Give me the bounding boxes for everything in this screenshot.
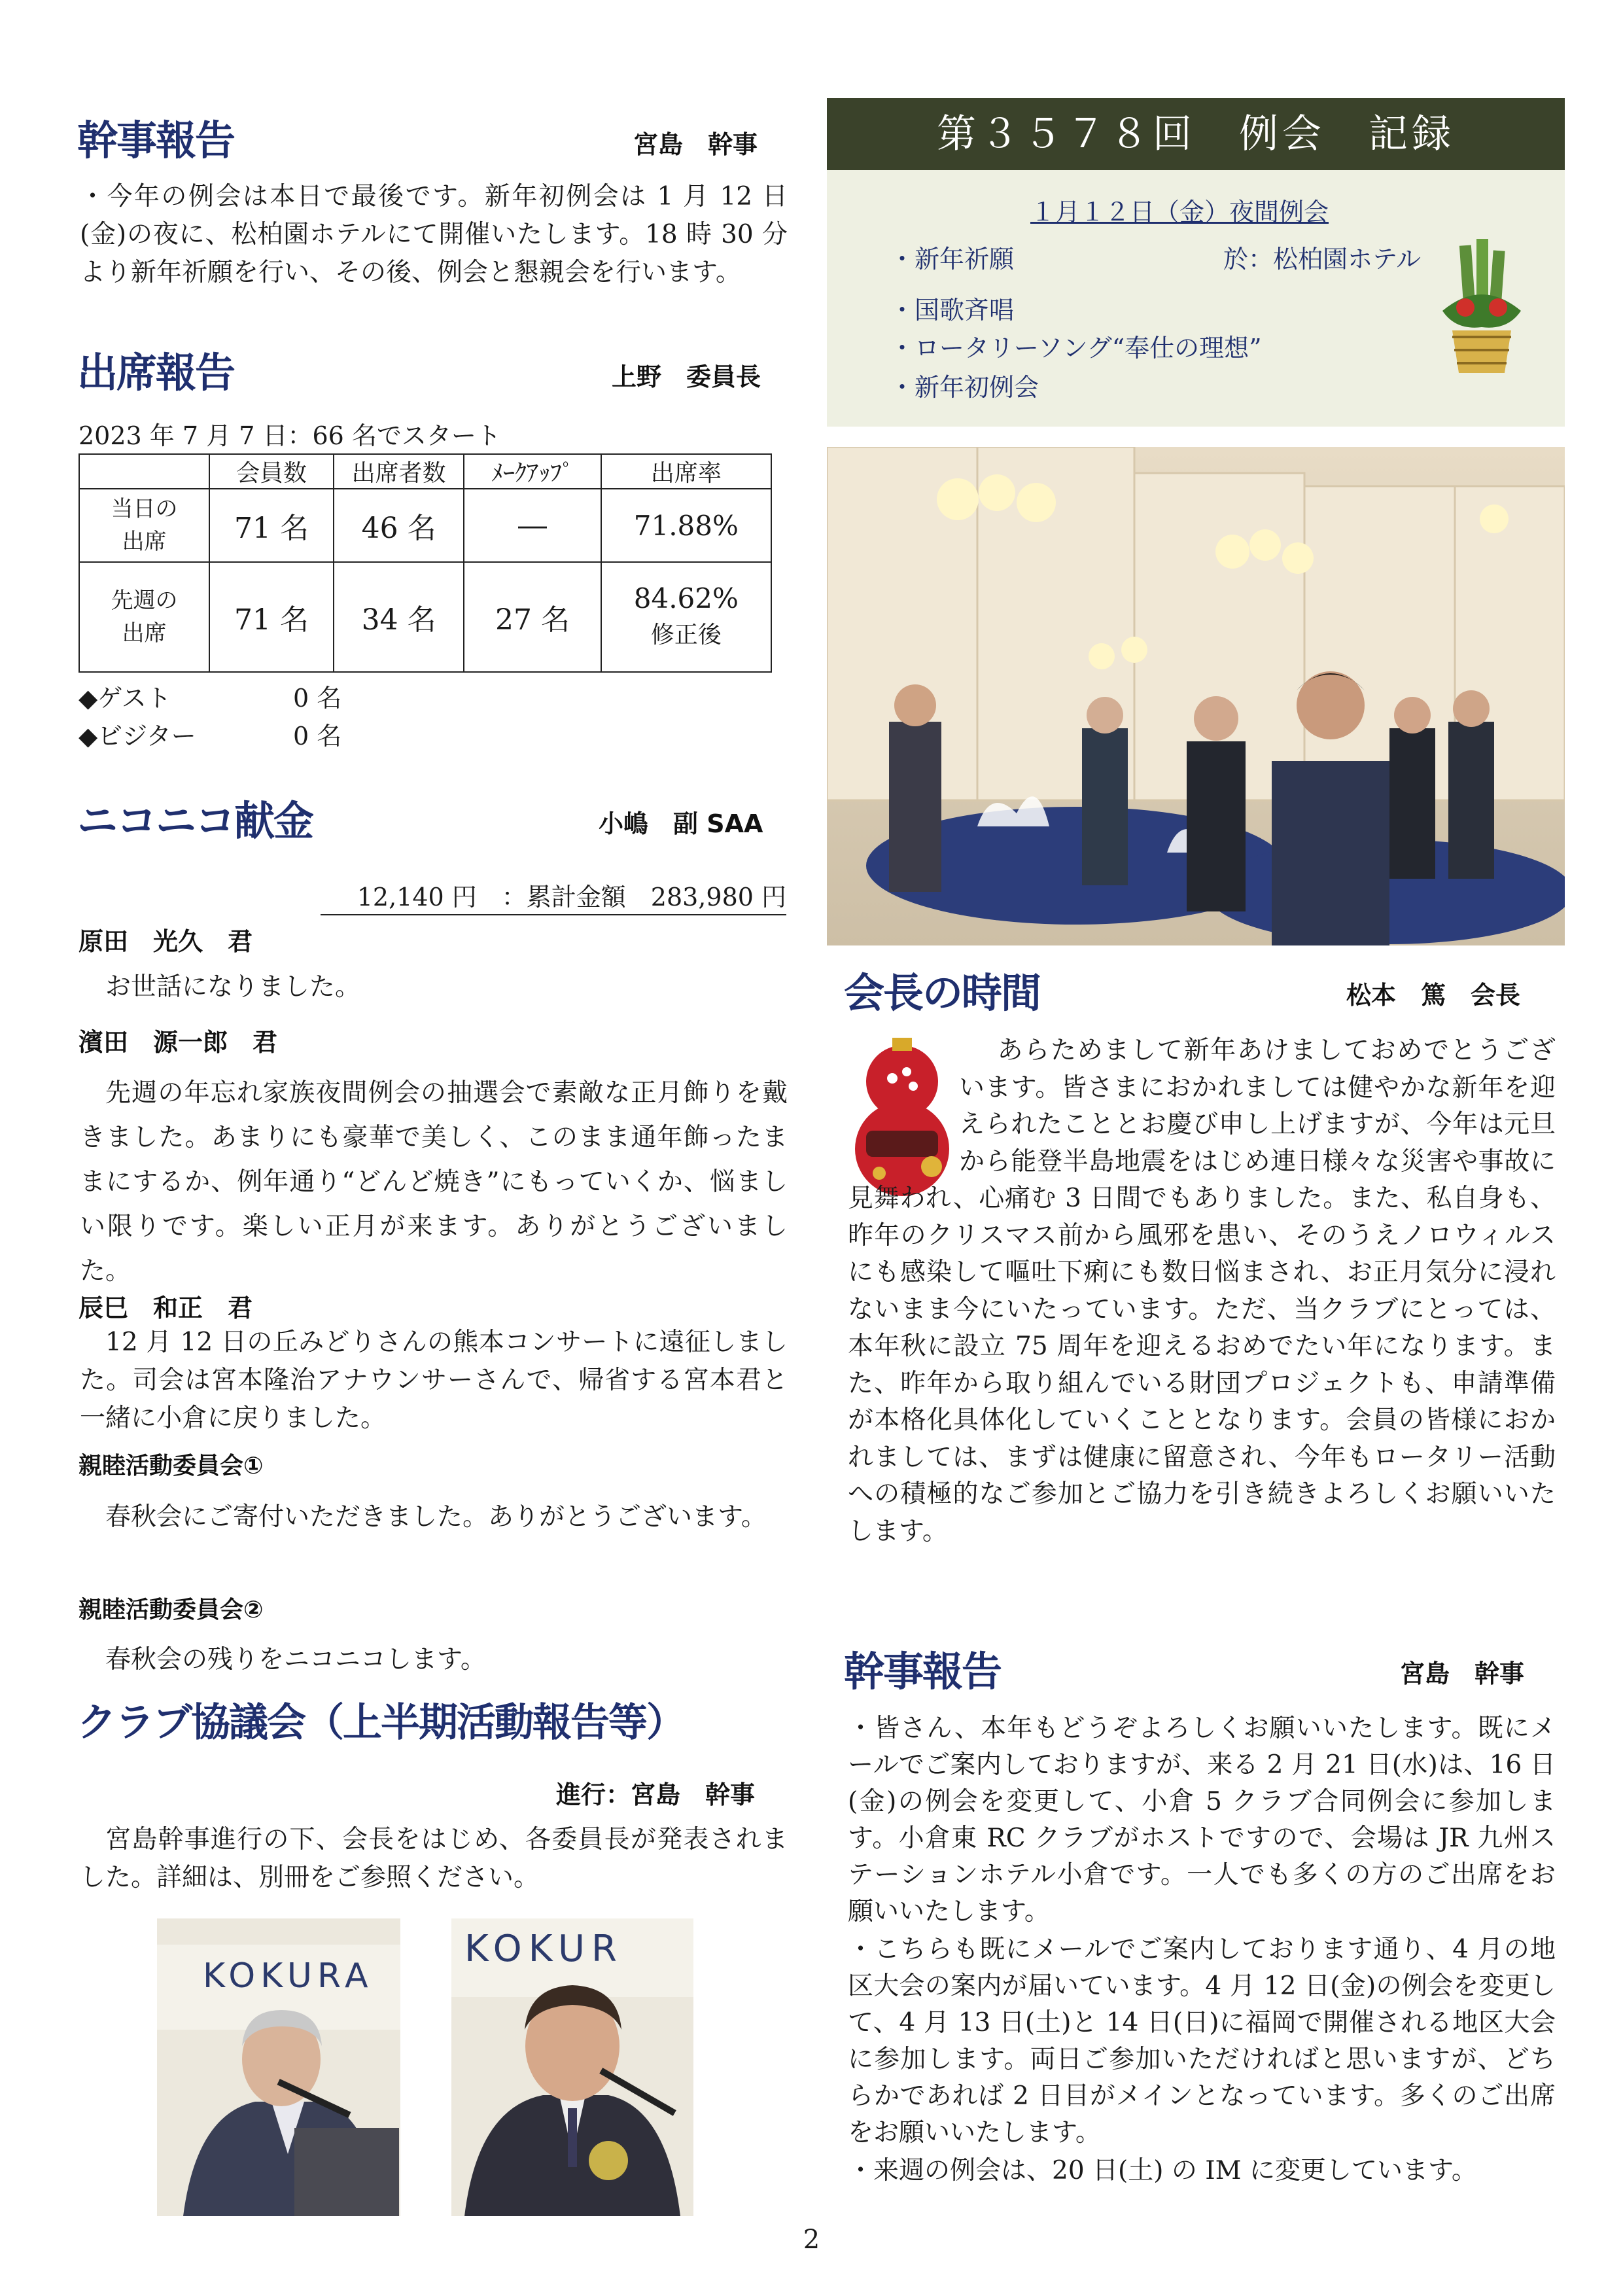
entry-text: お世話になりました。 (105, 972, 361, 1002)
niconico-total-line: 12,140 円 ：累計金額 283,980 円 (321, 877, 786, 915)
cell-members-lastweek: 71 名 (209, 562, 334, 672)
meeting-hall-photo (827, 447, 1565, 945)
page-number: 2 (803, 2225, 820, 2255)
section-title-kanji-report: 幹事報告 (77, 116, 235, 164)
section-title-niconico: ニコニコ献金 (77, 797, 313, 845)
section-title-attendance: 出席報告 (77, 349, 235, 397)
president-message (848, 1033, 1556, 1550)
guest-label: ◆ゲスト (79, 684, 171, 713)
section-title-kanji-report-2: 幹事報告 (844, 1648, 1002, 1695)
table-corner (79, 454, 209, 489)
cell-rate-lastweek (601, 562, 771, 672)
rate-value: 84.62% (633, 582, 739, 614)
schedule-item: ・国歌斉唱 (890, 296, 1015, 325)
byline-president: 松本 篤 会長 (1346, 981, 1521, 1010)
banner-lettering: KOKUR (464, 1928, 623, 1970)
schedule-date: １月１２日（金）夜間例会 (1030, 198, 1329, 226)
schedule-item: ・新年初例会 (890, 373, 1039, 402)
schedule-item: ・ロータリーソング“奉仕の理想” (890, 334, 1262, 362)
byline-niconico: 小嶋 副 SAA (599, 809, 763, 838)
row-label-lastweek: 先週の 出席 (79, 562, 209, 672)
meeting-banner: 第３５７８回 例会 記録 (827, 98, 1565, 170)
section-title-club-council: クラブ協議会（上半期活動報告等） (77, 1700, 684, 1746)
byline-kanji: 宮島 幹事 (633, 130, 758, 159)
kadomatsu-icon (1436, 239, 1527, 380)
gourd-float-spacer (848, 1033, 959, 1180)
cell-attended-lastweek: 34 名 (334, 562, 464, 672)
visitor-value: 0 名 (293, 722, 342, 751)
visitor-label: ◆ビジター (79, 722, 196, 751)
cell-rate-today: 71.88% (601, 489, 771, 562)
attendance-start-line: 2023 年 7 月 7 日：66 名でスタート (79, 421, 501, 450)
entry-text: 12 月 12 日の丘みどりさんの熊本コンサートに遠征しました。司会は宮本隆治アナウンサーさんで、帰省する宮本君と一緒に小倉に戻りました。 (80, 1328, 788, 1433)
byline-kanji-2: 宮島 幹事 (1400, 1659, 1525, 1688)
speaker-1-illustration (157, 1918, 400, 2216)
photo-speaker-1 (157, 1918, 400, 2216)
kanji-report-2-p2: ・こちらも既にメールでご案内しております通り、4 月の地区大会の案内が届いています。4 月 12 日(金)の例会を変更して、4 月 13 日(土)と 14 日(日)に福岡で開催される地区大会に参加します。両日ご参加いただければと思いますが、どちらかであれば 2 日目がメインとなっています。多くのご出席をお願いいたします。 (848, 1935, 1556, 2147)
president-message-text: あらためまして新年あけましておめでとうございます。皆さまにおかれましては健やかな新年を迎えられたこととお慶び申し上げますが、今年は元旦から能登半島地震をはじめ連日様々な災害や事故に見舞われ、心痛む 3 日間でもありました。また、私自身も、昨年のクリスマス前から風邪を患い、そのうえノロウィルスにも感染して嘔吐下痢にも数日悩まされ、お正月気分に浸れないまま今にいたっています。ただ、当クラブにとっては、本年秋に設立 75 周年を迎えるおめでたい年になります。また、昨年から取り組んでいる財団プロジェクトも、申請準備が本格化具体化していくこととなります。会員の皆様におかれましては、まずは健康に留意され、今年もロータリー活動への積極的なご参加とご協力を引き続きよろしくお願いいたします。 (848, 1036, 1556, 1546)
entry-name: 原田 光久 君 (79, 927, 253, 956)
speaker-2-illustration (451, 1918, 693, 2216)
cell-members-today: 71 名 (209, 489, 334, 562)
table-row (79, 489, 771, 562)
cell-makeup-lastweek: 27 名 (464, 562, 601, 672)
photo-speaker-2 (451, 1918, 693, 2216)
col-header-makeup: ﾒｰｸｱｯﾌﾟ (464, 454, 601, 489)
schedule-item: ・新年祈願 (890, 245, 1015, 274)
cell-attended-today: 46 名 (334, 489, 464, 562)
entry-name: 辰巳 和正 君 (79, 1294, 253, 1322)
club-council-body: 宮島幹事進行の下、会長をはじめ、各委員長が発表されました。詳細は、別冊をご参照ください。 (80, 1825, 788, 1892)
banner-lettering: KOKURA (203, 1956, 374, 1996)
col-header-rate: 出席率 (601, 454, 771, 489)
cell-makeup-today: ― (464, 489, 601, 562)
entry-text: 春秋会にご寄付いただきました。ありがとうございます。 (105, 1502, 767, 1532)
table-row (79, 562, 771, 672)
entry-name: 親睦活動委員会② (79, 1597, 264, 1623)
byline-club-council: 進行：宮島 幹事 (556, 1780, 756, 1809)
entry-name: 濱田 源一郎 君 (79, 1028, 278, 1057)
entry-name: 親睦活動委員会① (79, 1453, 264, 1479)
attendance-table (79, 453, 772, 673)
entry-text: 先週の年忘れ家族夜間例会の抽選会で素敵な正月飾りを戴きました。あまりにも豪華で美しく、このまま通年飾ったままにするか、例年通り“どんど焼き”にもっていくか、悩ましい限りです。楽しい正月が来ます。ありがとうございました。 (80, 1078, 788, 1286)
rate-note: 修正後 (650, 622, 722, 648)
schedule-venue: 於：松柏園ホテル (1223, 245, 1422, 274)
kanji-report-body: ・今年の例会は本日で最後です。新年初例会は 1 月 12 日(金)の夜に、松柏園ホテルにて開催いたします。18 時 30 分より新年祈願を行い、その後、例会と懇親会を行います。 (80, 182, 788, 287)
kanji-report-2-p3: ・来週の例会は、20 日(土) の IM に変更しています。 (848, 2156, 1477, 2185)
col-header-members: 会員数 (209, 454, 334, 489)
kanji-report-2-p1: ・皆さん、本年もどうぞよろしくお願いいたします。既にメールでご案内しておりますが、来る 2 月 21 日(水)は、16 日(金)の例会を変更して、小倉 5 クラブ合同例会に参加します。小倉東 RC クラブがホストですので、会場は JR 九州ステーションホテル小倉です。一人でも多くの方のご出席をお願いいたします。 (848, 1714, 1556, 1926)
section-title-president: 会長の時間 (844, 969, 1041, 1017)
guest-value: 0 名 (293, 684, 342, 713)
entry-text: 春秋会の残りをニコニコします。 (105, 1645, 486, 1674)
byline-attendance: 上野 委員長 (612, 362, 761, 391)
col-header-attended: 出席者数 (334, 454, 464, 489)
meeting-hall-illustration (827, 447, 1565, 945)
row-label-today: 当日の 出席 (79, 489, 209, 562)
